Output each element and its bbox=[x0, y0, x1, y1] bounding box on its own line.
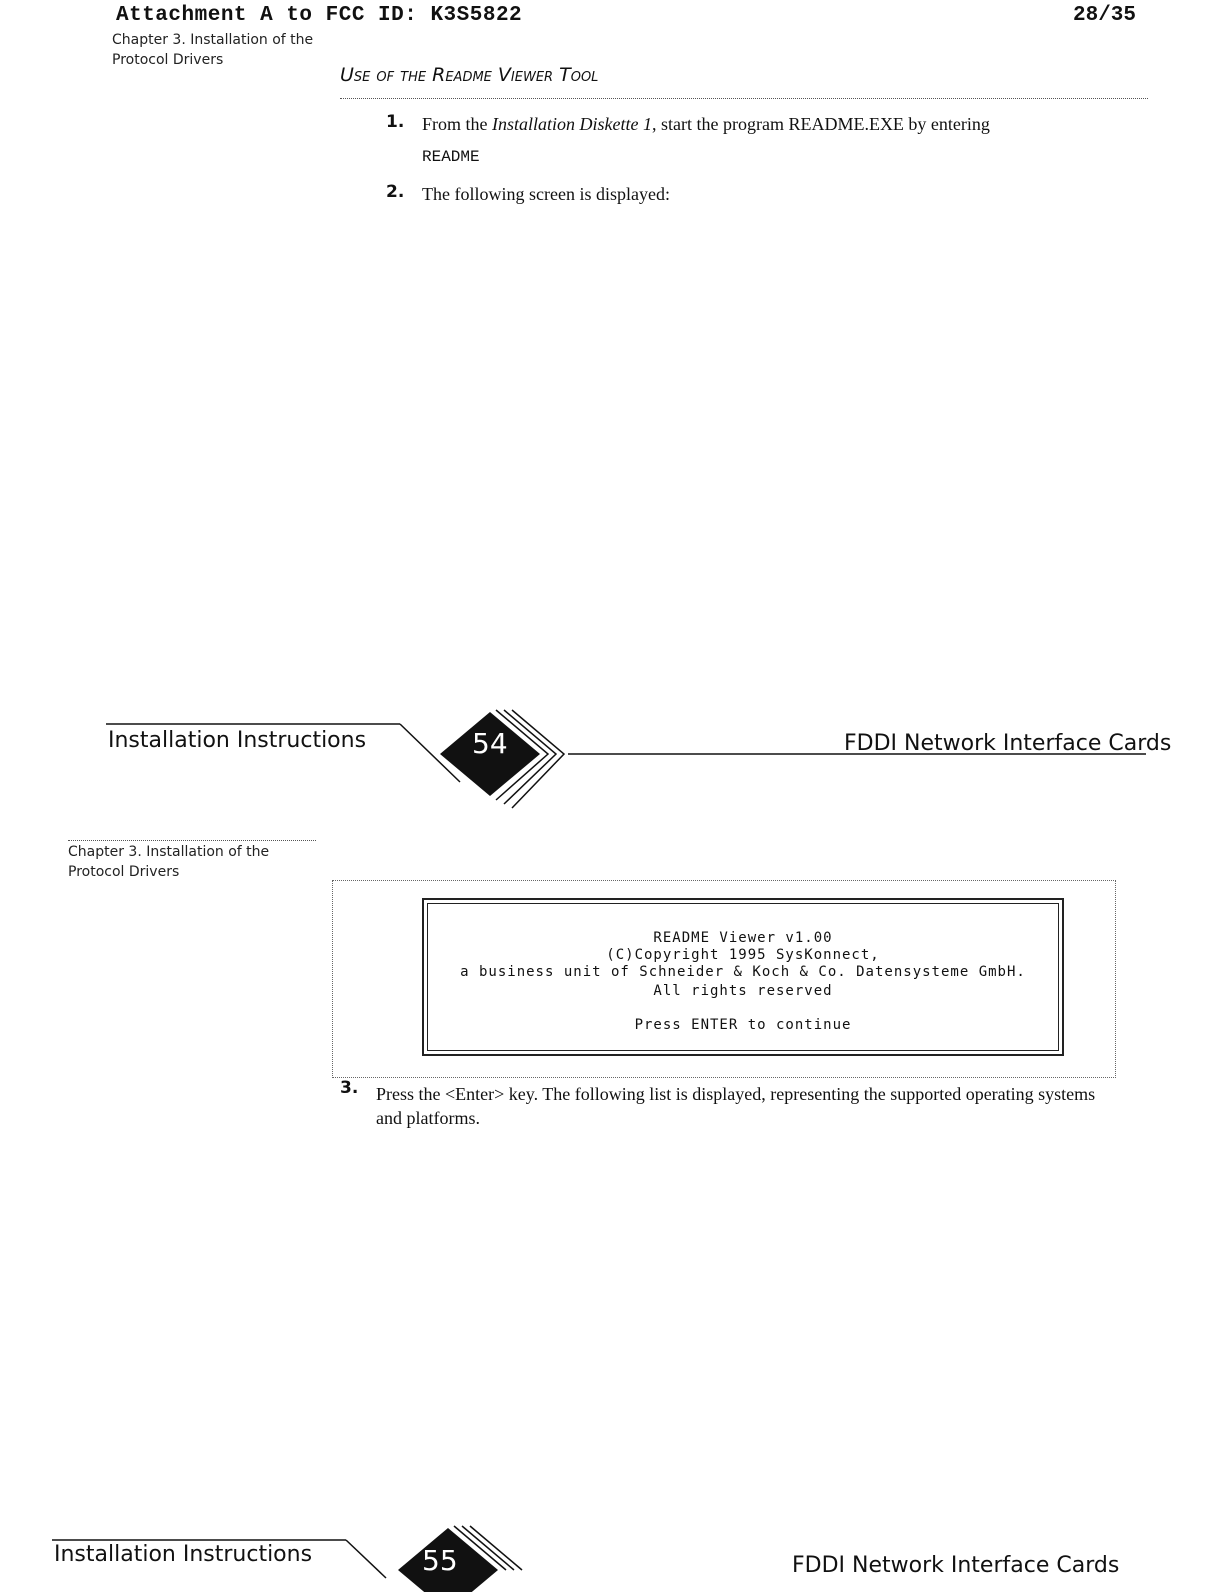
chapter-label-line1: Chapter 3. Installation of the bbox=[68, 844, 270, 860]
step-number: 2. bbox=[386, 182, 405, 202]
terminal-copyright: (C)Copyright 1995 SysKonnect, bbox=[606, 947, 880, 963]
page-counter: 28/35 bbox=[1072, 4, 1136, 27]
terminal-window bbox=[422, 898, 1064, 1056]
step-text: Press the <Enter> key. The following list is displayed, representing the supported operating systems and platforms. bbox=[376, 1084, 1096, 1128]
terminal-prompt: Press ENTER to continue bbox=[634, 1017, 852, 1033]
chapter-divider bbox=[68, 840, 316, 841]
command-text: README bbox=[422, 148, 480, 166]
chapter-label-line1: Chapter 3. Installation of the bbox=[112, 32, 314, 48]
footer-right-label: FDDI Network Interface Cards bbox=[844, 731, 1172, 756]
footer-left-label: Installation Instructions bbox=[54, 1542, 313, 1567]
section-heading: Use of the Readme Viewer Tool bbox=[340, 64, 599, 86]
step-number: 3. bbox=[340, 1078, 359, 1098]
section-divider bbox=[340, 98, 1148, 99]
chapter-label-line2: Protocol Drivers bbox=[68, 864, 180, 880]
step-text-italic: Installation Diskette 1 bbox=[492, 114, 652, 134]
chapter-label-line2: Protocol Drivers bbox=[112, 52, 224, 68]
footer-ornament bbox=[100, 706, 1160, 816]
step-text-suffix: , start the program README.EXE by entering bbox=[651, 114, 990, 134]
chapter-label bbox=[68, 842, 269, 882]
footer-left-label: Installation Instructions bbox=[108, 728, 367, 753]
step-text-prefix: From the bbox=[422, 114, 492, 134]
page-number: 54 bbox=[472, 727, 508, 760]
footer-right-label: FDDI Network Interface Cards bbox=[792, 1553, 1120, 1578]
page-number: 55 bbox=[422, 1544, 458, 1577]
step-number: 1. bbox=[386, 112, 405, 132]
document-header-title: Attachment A to FCC ID: K3S5822 bbox=[116, 4, 523, 27]
chapter-label bbox=[112, 30, 313, 70]
terminal-title: README Viewer v1.00 bbox=[653, 930, 833, 946]
terminal-rights: All rights reserved bbox=[653, 983, 833, 999]
step-text bbox=[422, 112, 990, 136]
terminal-company: a business unit of Schneider & Koch & Co. Datensysteme GmbH. bbox=[460, 964, 1026, 980]
step-text: The following screen is displayed: bbox=[422, 184, 670, 204]
